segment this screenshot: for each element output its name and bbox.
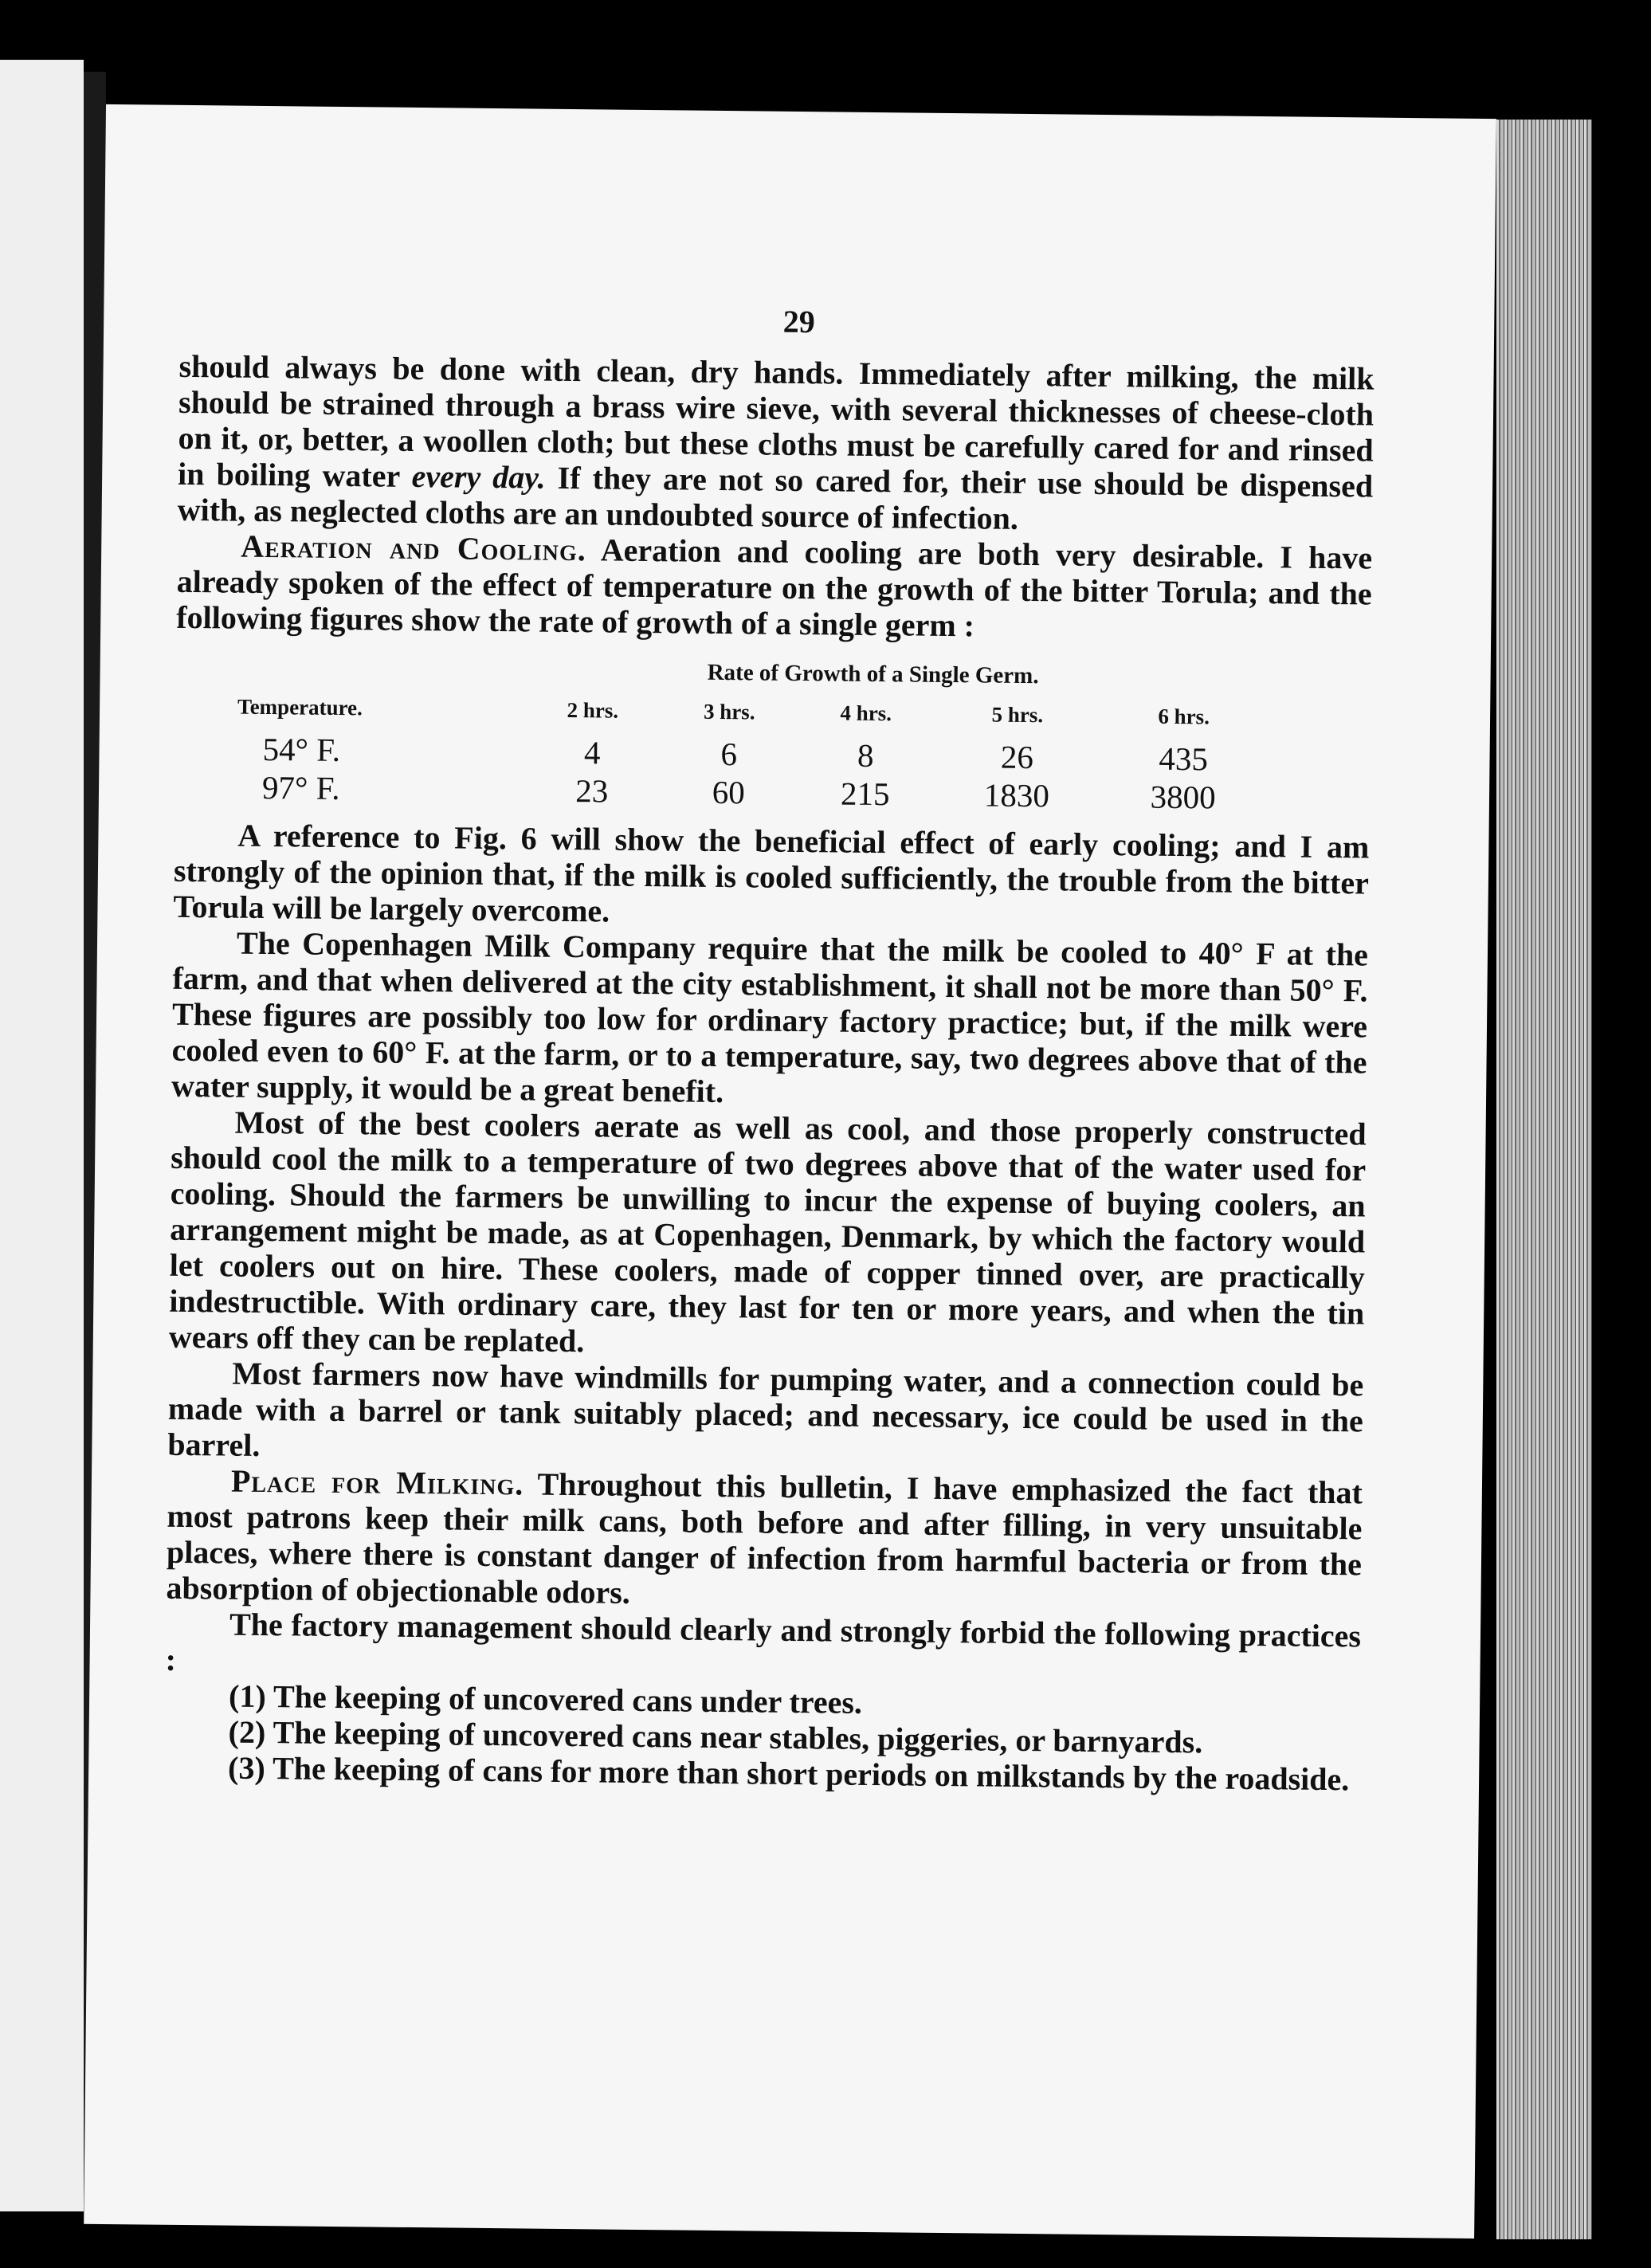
table-cell: 435 (1159, 740, 1209, 778)
paragraph-copenhagen: The Copenhagen Milk Company require that the milk be cooled to 40° F at the farm, and that when delivered at the city establishment, it shall not be more than 50° F. These figures are possibly too low for ordinary factory practice; but, if the milk were cooled even to 60° F. at the farm, or to a temperature, say, two degrees above that of the water supply, it would be a great benefit. (171, 924, 1369, 1110)
list-item: (1) The keeping of uncovered cans under trees. (228, 1677, 863, 1721)
table-cell: 54° F. (262, 730, 341, 768)
column-header: 3 hrs. (703, 699, 755, 724)
column-header: 6 hrs. (1158, 704, 1210, 729)
emphasis-every-day: every day. (411, 457, 546, 496)
table-cell: 23 (575, 772, 609, 810)
list-item: (3) The keeping of cans for more than short periods on milkstands by the roadside. (227, 1749, 1350, 1798)
table-cell: 215 (840, 775, 890, 813)
paragraph-place-milking: Place for Milking. Throughout this bulletin, I have emphasized the fact that most patrons keep their milk cans, both before and after filling, in very unsuitable places, where there is constant danger of infection from harmful bacteria or from the absorption of objectionable odors. (166, 1462, 1363, 1611)
page-body (164, 348, 1375, 1798)
paragraph-coolers: Most of the best coolers aerate as well as cool, and those properly constructed should cool the milk to a temperature of two degrees above that of the water used for cooling. Should the farmers be unwilling to incur the expense of buying coolers, an arrangement might be made, as at Copenhagen, Denmark, by which the factory would let coolers out on hire. These coolers, made of copper tinned over, are practically indestructible. With ordinary care, they last for ten or more years, and when the tin wears off they can be replated. (168, 1104, 1367, 1360)
column-header: 4 hrs. (840, 700, 892, 726)
paragraph-1: should always be done with clean, dry hands. Immediately after milking, the milk should be strained through a brass wire sieve, with several thicknesses of cheese-cloth on it, or, better, a woollen cloth; but these cloths must be carefully cared for and rinsed in boiling water every day. If they are not so cared for, their use should be dispensed with, as neglected cloths are an undoubted source of infection. (177, 347, 1375, 536)
table-cell: 8 (857, 736, 874, 774)
growth-table (230, 689, 1267, 818)
table-cell: 60 (712, 773, 745, 811)
table-cell: 3800 (1150, 778, 1216, 816)
table-caption: Rate of Growth of a Single Germ. (707, 659, 1039, 689)
growth-rate-table (175, 649, 1371, 818)
list-item: (2) The keeping of uncovered cans near stables, piggeries, or barnyards. (228, 1713, 1203, 1760)
section-heading-aeration: Aeration and Cooling. (241, 528, 587, 568)
table-cell: 1830 (983, 776, 1050, 814)
paragraph-aeration: Aeration and Cooling. Aeration and cooling are both very desirable. I have already spoken of the effect of temperature on the growth of the bitter Torula; and the following figures show the rate of growth of a single germ : (176, 528, 1373, 644)
column-header: 2 hrs. (567, 697, 619, 723)
page-edges (1496, 120, 1592, 2239)
table-cell: 97° F. (261, 768, 340, 806)
book-page (84, 104, 1496, 2239)
paragraph-reference: A reference to Fig. 6 will show the beneficial effect of early cooling; and I am strongly of the opinion that, if the milk is cooled sufficiently, the trouble from the bitter Torula will be largely overcome. (173, 817, 1370, 929)
table-cell: 6 (720, 735, 738, 773)
table-cell: 4 (583, 734, 601, 771)
section-heading-place: Place for Milking. (230, 1462, 524, 1502)
table-cell: 26 (1000, 738, 1034, 776)
left-page-edge (0, 60, 84, 2211)
column-header: Temperature. (237, 694, 363, 720)
page-number: 29 (782, 303, 815, 340)
column-header: 5 hrs. (991, 702, 1044, 728)
paragraph-windmills: Most farmers now have windmills for pumping water, and a connection could be made with a barrel or tank suitably placed; and necessary, ice could be used in the barrel. (167, 1355, 1364, 1463)
paragraph-management: The factory management should clearly and strongly forbid the following practices : (165, 1606, 1362, 1677)
